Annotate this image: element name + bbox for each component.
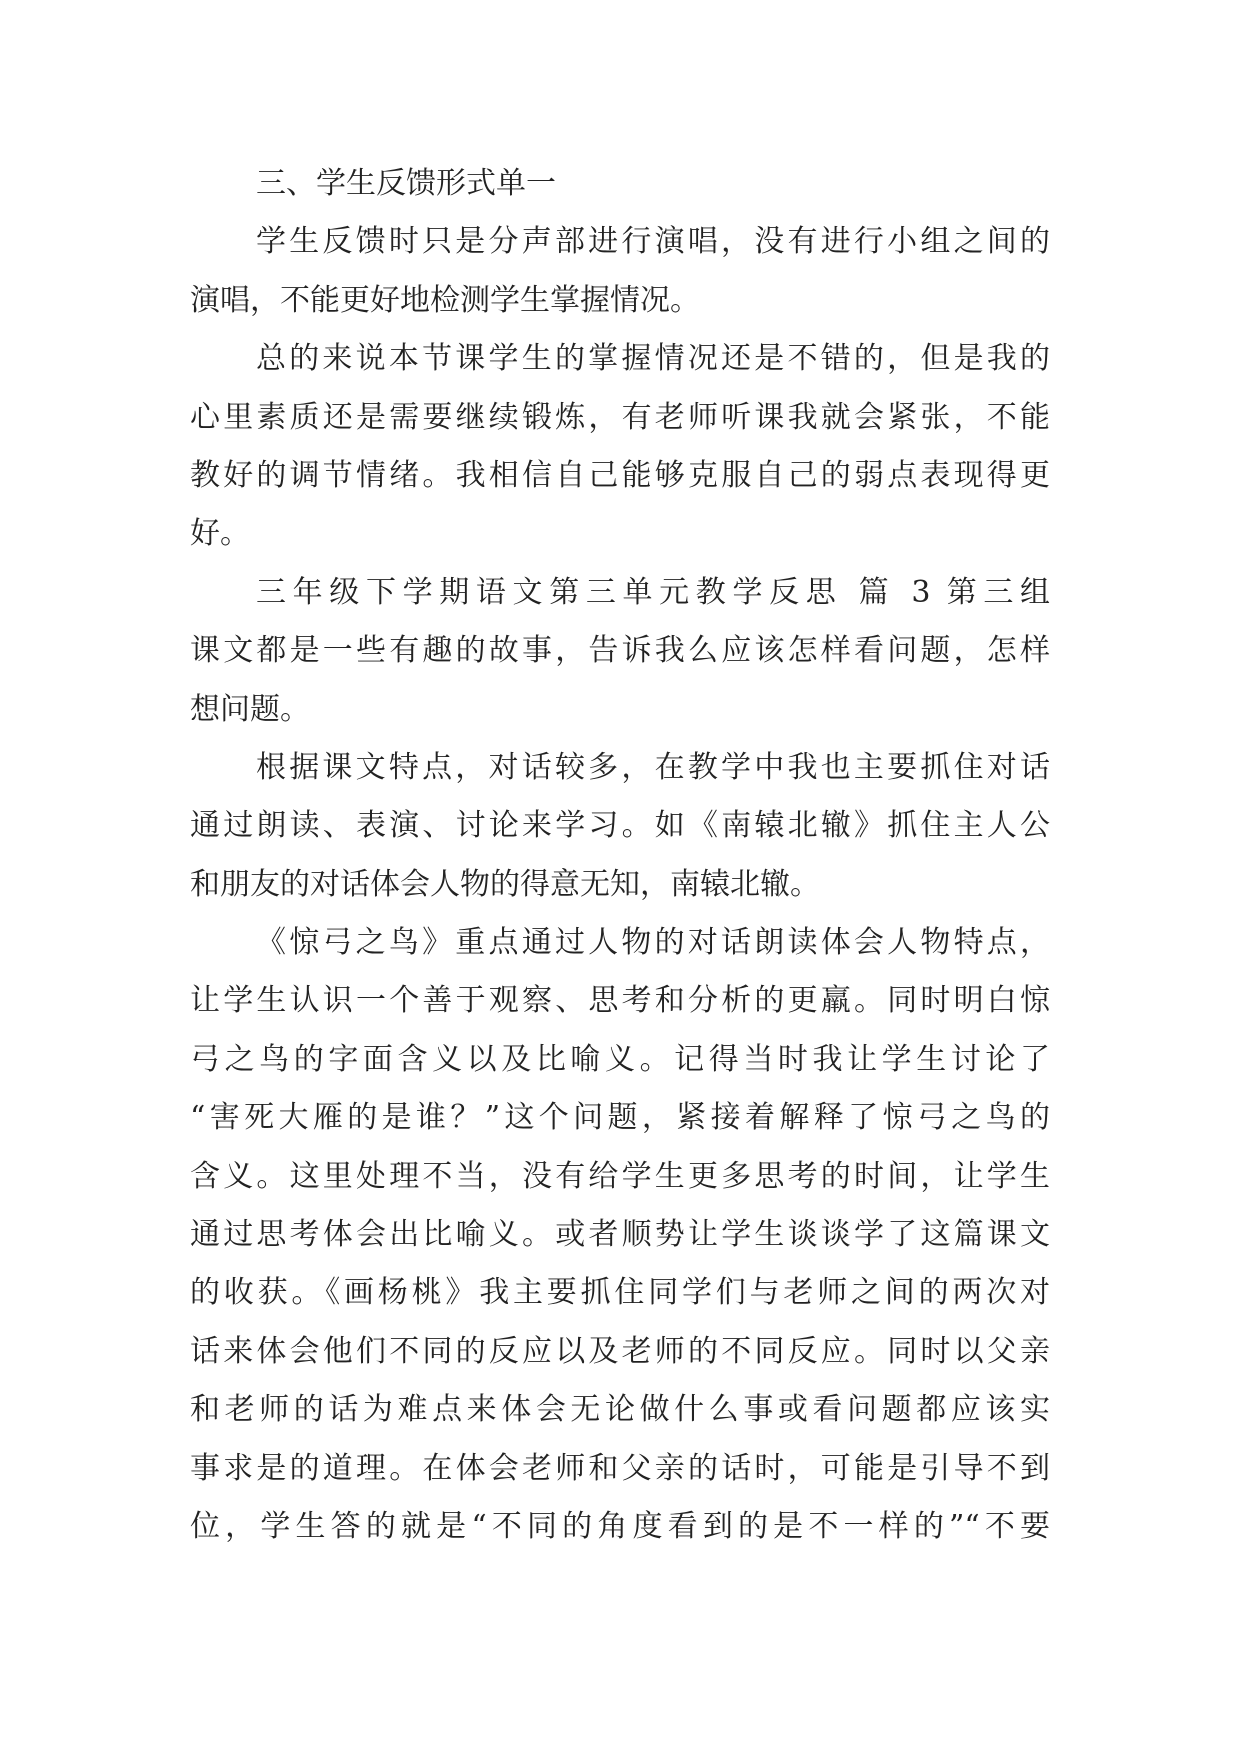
paragraph-line: 弓之鸟的字面含义以及比喻义。记得当时我让学生讨论了 [190,1041,1050,1077]
paragraph-line: 通过朗读、表演、讨论来学习。如《南辕北辙》抓住主人公 [190,808,1050,844]
paragraph-line: 心里素质还是需要继续锻炼，有老师听课我就会紧张，不能 [190,399,1050,435]
paragraph-line: 让学生认识一个善于观察、思考和分析的更羸。同时明白惊 [190,983,1050,1019]
paragraph-line: 好。 [190,516,250,552]
paragraph-line: 和朋友的对话体会人物的得意无知，南辕北辙。 [190,866,820,902]
paragraph-line: 和老师的话为难点来体会无论做什么事或看问题都应该实 [190,1392,1050,1428]
paragraph-line: 课文都是一些有趣的故事，告诉我么应该怎样看问题，怎样 [190,633,1050,669]
section-heading: 三、学生反馈形式单一 [256,166,556,201]
paragraph-line: 想问题。 [190,691,310,727]
paragraph-line: 学生反馈时只是分声部进行演唱，没有进行小组之间的 [256,224,1050,260]
paragraph-line: 的收获。《画杨桃》我主要抓住同学们与老师之间的两次对 [190,1275,1050,1311]
document-body [190,155,1050,1556]
paragraph-line: 事求是的道理。在体会老师和父亲的话时，可能是引导不到 [190,1450,1050,1486]
paragraph-line: “害死大雁的是谁？”这个问题，紧接着解释了惊弓之鸟的 [190,1100,1050,1136]
paragraph-line: 根据课文特点，对话较多，在教学中我也主要抓住对话 [256,749,1050,785]
paragraph-line: 演唱，不能更好地检测学生掌握情况。 [190,282,700,318]
paragraph-line: 含义。这里处理不当，没有给学生更多思考的时间，让学生 [190,1158,1050,1194]
paragraph-line: 通过思考体会出比喻义。或者顺势让学生谈谈学了这篇课文 [190,1217,1050,1253]
article-title-line: 三年级下学期语文第三单元教学反思 篇 3 第三组 [256,574,1050,610]
paragraph-line: 总的来说本节课学生的掌握情况还是不错的，但是我的 [256,341,1050,377]
paragraph-line: 位，学生答的就是“不同的角度看到的是不一样的”“不要 [190,1508,1050,1544]
paragraph-line: 话来体会他们不同的反应以及老师的不同反应。同时以父亲 [190,1333,1050,1369]
paragraph-line: 教好的调节情绪。我相信自己能够克服自己的弱点表现得更 [190,457,1050,493]
paragraph-line: 《惊弓之鸟》重点通过人物的对话朗读体会人物特点， [256,925,1050,961]
